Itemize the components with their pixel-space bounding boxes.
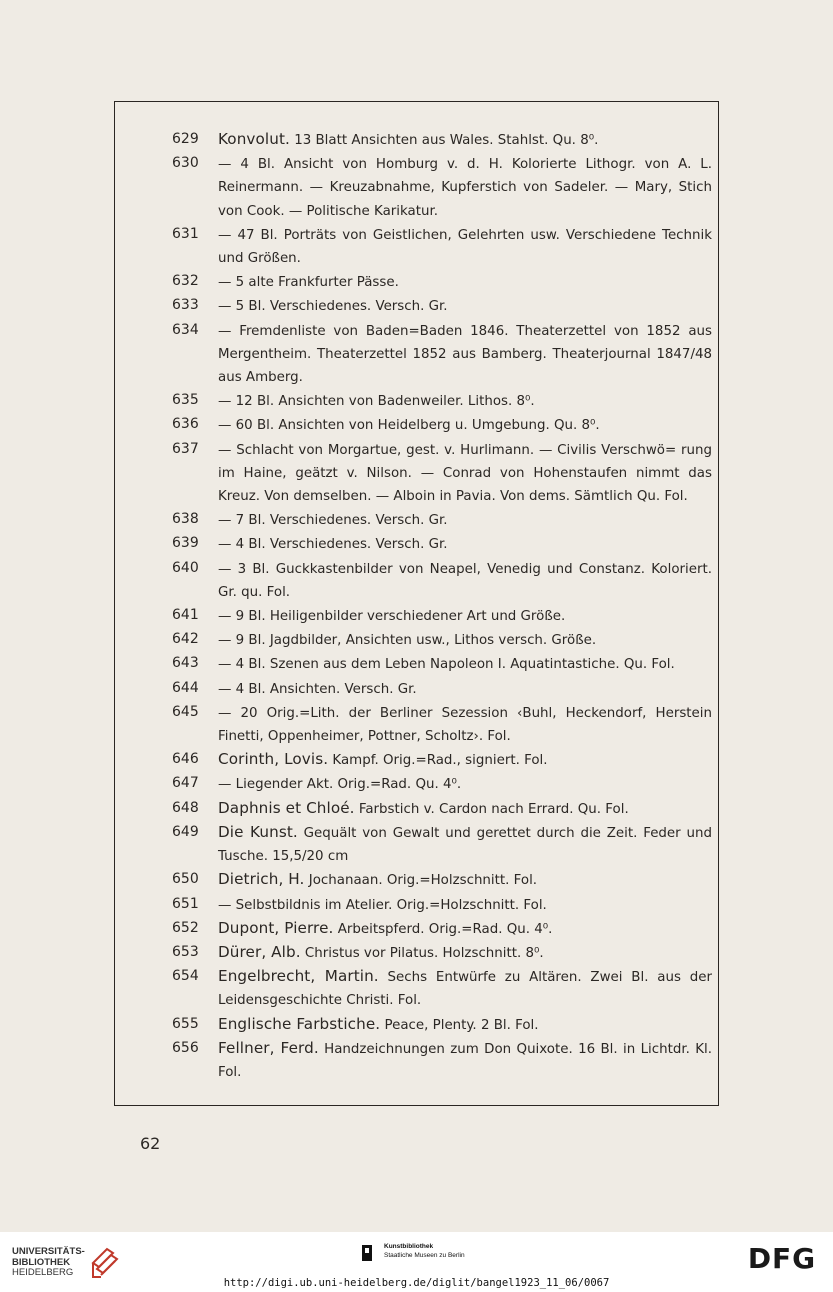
entry-number: 634: [172, 321, 199, 338]
entry-number: 656: [172, 1039, 199, 1056]
catalog-entry: [172, 893, 712, 917]
catalog-entry: [172, 294, 712, 318]
kunstbibliothek-mark-icon: [356, 1242, 378, 1264]
catalog-entry: [172, 152, 712, 223]
entry-number: 650: [172, 871, 199, 888]
entry-number: 645: [172, 703, 199, 720]
entry-description: — 9 Bl. Heiligenbilder verschiedener Art und Größe.: [218, 609, 566, 625]
footer-bar: [0, 1232, 833, 1292]
kb-line-1: Kunstbibliothek: [384, 1243, 434, 1250]
catalog-entry: [172, 965, 712, 1012]
catalog-entry: [172, 701, 712, 748]
entry-heading: Corinth, Lovis.: [218, 750, 329, 769]
entry-number: 638: [172, 511, 199, 528]
entry-description: Peace, Plenty. 2 Bl. Fol.: [380, 1017, 539, 1033]
entry-text: [218, 677, 712, 701]
permalink-url[interactable]: http://digi.ub.uni-heidelberg.de/diglit/bangel1923_11_06/0067: [223, 1277, 610, 1289]
entry-text: [218, 868, 712, 892]
entry-description: Jochanaan. Orig.=Holzschnitt. Fol.: [304, 873, 538, 889]
catalog-entry: [172, 413, 712, 437]
dfg-logo-text: DFG: [747, 1242, 817, 1272]
catalog-entry: [172, 604, 712, 628]
entry-description: 13 Blatt Ansichten aus Wales. Stahlst. Qu. 8⁰.: [289, 133, 599, 148]
entry-heading: Dürer, Alb.: [218, 942, 301, 961]
entry-description: — Liegender Akt. Orig.=Rad. Qu. 4⁰.: [218, 777, 462, 793]
entry-heading: Die Kunst.: [218, 822, 298, 841]
entry-text: [218, 389, 712, 413]
entry-description: — Selbstbildnis im Atelier. Orig.=Holzschnitt. Fol.: [218, 897, 547, 913]
catalog-entry: [172, 868, 712, 892]
entry-description: — 60 Bl. Ansichten von Heidelberg u. Umgebung. Qu. 8⁰.: [218, 418, 600, 434]
entry-text: [218, 152, 712, 223]
catalog-entry: [172, 557, 712, 604]
entry-description: — 4 Bl. Ansichten. Versch. Gr.: [218, 681, 417, 697]
uni-line-1: UNIVERSITÄTS-: [12, 1246, 85, 1258]
catalog-entry: [172, 532, 712, 556]
uni-line-3: HEIDELBERG: [12, 1267, 74, 1279]
entry-text: [218, 917, 712, 941]
catalog-entry: [172, 821, 712, 868]
entry-number: 636: [172, 416, 199, 433]
entry-number: 651: [172, 895, 199, 912]
entry-description: Sechs Entwürfe zu Altären. Zwei Bl. aus der Leidensgeschichte Christi. Fol.: [218, 970, 712, 1009]
entry-text: [218, 294, 712, 318]
entry-text: [218, 965, 712, 1012]
entry-number: 642: [172, 631, 199, 648]
entry-heading: Engelbrecht, Martin.: [218, 967, 379, 986]
entry-heading: Konvolut.: [218, 130, 290, 148]
catalog-entry: [172, 917, 712, 941]
entry-number: 648: [172, 799, 199, 816]
entry-description: — 5 Bl. Verschiedenes. Versch. Gr.: [218, 299, 448, 315]
entry-description: Christus vor Pilatus. Holzschnitt. 8⁰.: [300, 945, 544, 961]
entry-description: Gequält von Gewalt und gerettet durch die Zeit. Feder und Tusche. 15,5/20 cm: [218, 825, 712, 865]
entry-number: 629: [172, 131, 199, 147]
catalog-entries: [172, 128, 712, 1084]
entry-description: — 4 Bl. Verschiedenes. Versch. Gr.: [218, 537, 448, 553]
entry-number: 641: [172, 607, 199, 624]
entry-number: 640: [172, 559, 199, 576]
catalog-entry: [172, 223, 712, 270]
entry-text: [218, 701, 712, 748]
entry-text: [218, 508, 712, 532]
entry-text: [218, 652, 712, 676]
entry-number: 639: [172, 535, 199, 552]
entry-text: [218, 557, 712, 604]
entry-number: 649: [172, 823, 199, 840]
entry-description: Arbeitspferd. Orig.=Rad. Qu. 4⁰.: [333, 921, 553, 937]
entry-heading: Dietrich, H.: [218, 870, 305, 889]
entry-description: — Fremdenliste von Baden=Baden 1846. Theaterzettel von 1852 aus Mergentheim. Theaterzettel 1852 aus Bamberg. Theaterjournal 1847/48 aus Amberg.: [218, 323, 712, 386]
uni-heidelberg-logo[interactable]: [12, 1245, 121, 1281]
entry-text: [218, 128, 712, 152]
entry-description: — 3 Bl. Guckkastenbilder von Neapel, Venedig und Constanz. Koloriert. Gr. qu. Fol.: [218, 561, 712, 600]
catalog-entry: [172, 319, 712, 390]
entry-description: — 9 Bl. Jagdbilder, Ansichten usw., Lithos versch. Größe.: [218, 633, 597, 649]
uni-mark-icon: [89, 1245, 121, 1281]
entry-number: 631: [172, 225, 199, 242]
entry-description: — 20 Orig.=Lith. der Berliner Sezession ‹Buhl, Heckendorf, Herstein Finetti, Oppenheimer, Pottner, Scholtz›. Fol.: [218, 705, 712, 745]
catalog-entry: [172, 508, 712, 532]
catalog-entry: [172, 797, 712, 821]
entry-description: — 47 Bl. Porträts von Geistlichen, Gelehrten usw. Verschiedene Technik und Größen.: [218, 227, 712, 267]
entry-text: [218, 438, 712, 509]
entry-text: [218, 223, 712, 270]
catalog-entry: [172, 270, 712, 294]
catalog-entry: [172, 772, 712, 796]
entry-number: 655: [172, 1015, 199, 1032]
entry-description: — 5 alte Frankfurter Pässe.: [218, 275, 399, 291]
catalog-entry: [172, 128, 712, 152]
uni-line-2: BIBLIOTHEK: [12, 1256, 71, 1268]
entry-heading: Englische Farbstiche.: [218, 1014, 381, 1033]
entry-number: 652: [172, 919, 199, 936]
entry-heading: Fellner, Ferd.: [218, 1038, 319, 1057]
entry-description: Kampf. Orig.=Rad., signiert. Fol.: [328, 753, 548, 769]
entry-number: 633: [172, 297, 199, 314]
entry-heading: Daphnis et Chloé.: [218, 798, 355, 817]
entry-text: [218, 748, 712, 772]
catalog-entry: [172, 1013, 712, 1037]
entry-number: 630: [172, 155, 199, 172]
entry-text: [218, 1037, 712, 1084]
entry-number: 632: [172, 273, 199, 290]
entry-heading: Dupont, Pierre.: [218, 918, 334, 937]
catalog-entry: [172, 652, 712, 676]
catalog-entry: [172, 1037, 712, 1084]
entry-description: Farbstich v. Cardon nach Errard. Qu. Fol.: [354, 801, 629, 817]
entry-description: — 7 Bl. Verschiedenes. Versch. Gr.: [218, 513, 448, 529]
entry-number: 635: [172, 392, 199, 409]
entry-text: [218, 319, 712, 390]
dfg-logo[interactable]: [741, 1242, 823, 1272]
entry-text: [218, 532, 712, 556]
entry-number: 653: [172, 943, 199, 960]
entry-number: 646: [172, 751, 199, 768]
entry-text: [218, 1013, 712, 1037]
catalog-entry: [172, 438, 712, 509]
entry-number: 647: [172, 775, 199, 792]
entry-description: — Schlacht von Morgartue, gest. v. Hurlimann. — Civilis Verschwö= rung im Haine, geätzt v. Nilson. — Conrad von Hohenstaufen nimmt das Kreuz. Von demselben. — Alboin in Pavia. Von dems. Sämtlich Qu. Fol.: [218, 442, 712, 505]
entry-text: [218, 413, 712, 437]
catalog-entry: [172, 941, 712, 965]
kunstbibliothek-logo[interactable]: [356, 1242, 465, 1264]
entry-description: Handzeichnungen zum Don Quixote. 16 Bl. in Lichtdr. Kl. Fol.: [218, 1041, 712, 1080]
entry-text: [218, 821, 712, 868]
entry-text: [218, 941, 712, 965]
catalog-entry: [172, 628, 712, 652]
entry-text: [218, 893, 712, 917]
entry-number: 654: [172, 968, 199, 985]
entry-text: [218, 604, 712, 628]
catalog-entry: [172, 748, 712, 772]
entry-text: [218, 772, 712, 796]
page-number: 62: [140, 1134, 161, 1153]
entry-text: [218, 270, 712, 294]
catalog-entry: [172, 677, 712, 701]
entry-text: [218, 628, 712, 652]
entry-description: — 4 Bl. Ansicht von Homburg v. d. H. Kolorierte Lithogr. von A. L. Reinermann. — Kreuzabnahme, Kupferstich von Sadeler. — Mary, Stich von Cook. — Politische Karikatur.: [218, 157, 712, 219]
entry-number: 637: [172, 440, 199, 457]
entry-text: [218, 797, 712, 821]
entry-description: — 4 Bl. Szenen aus dem Leben Napoleon I. Aquatintastiche. Qu. Fol.: [218, 657, 675, 673]
kb-line-2: Staatliche Museen zu Berlin: [384, 1252, 465, 1259]
catalog-entry: [172, 389, 712, 413]
entry-description: — 12 Bl. Ansichten von Badenweiler. Lithos. 8⁰.: [218, 394, 535, 410]
entry-number: 644: [172, 679, 199, 696]
entry-number: 643: [172, 655, 199, 672]
